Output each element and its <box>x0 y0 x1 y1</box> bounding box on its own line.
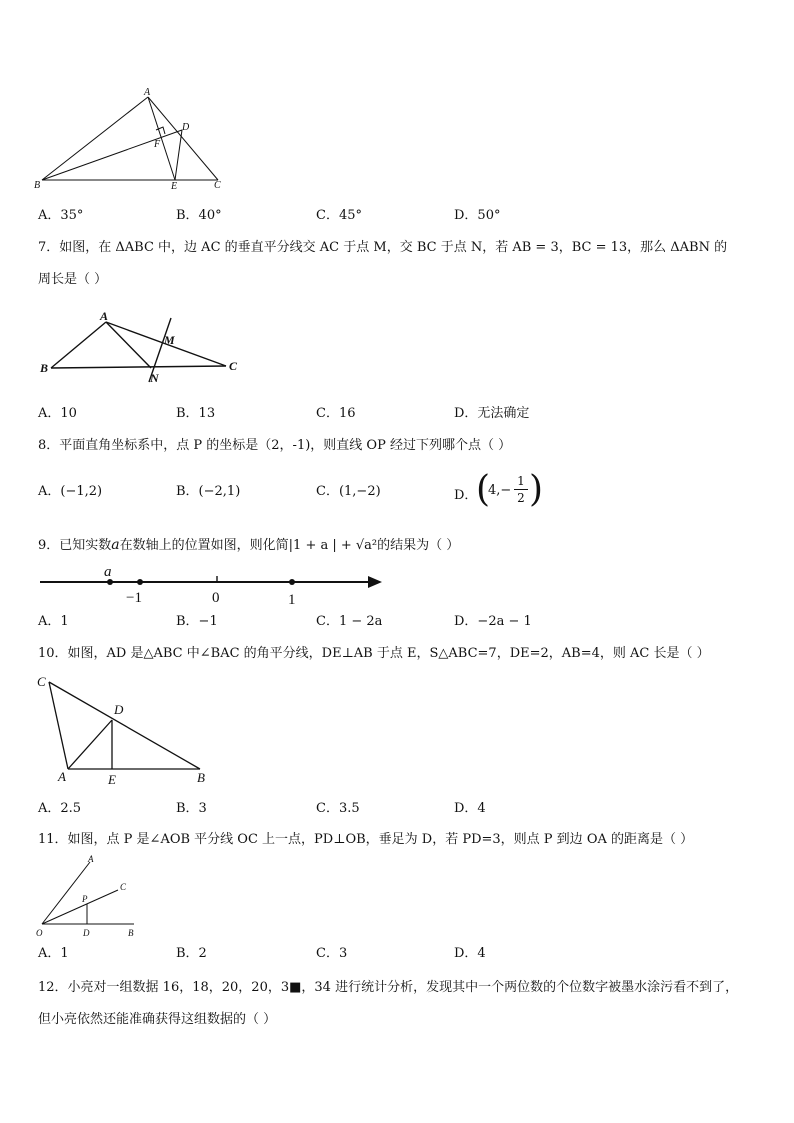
q6-label-a: A <box>144 87 151 98</box>
q10-option-d[interactable]: D．4 <box>454 801 486 816</box>
q11-label-c: C <box>120 882 127 892</box>
q8-option-c[interactable]: C．(1,−2) <box>316 484 381 499</box>
q11-stem: 11．如图，点 P 是∠AOB 平分线 OC 上一点，PD⊥OB，垂足为 D，若 PD=3，则点 P 到边 OA 的距离是（ ） <box>38 832 694 847</box>
q6-option-c[interactable]: C．45° <box>316 208 362 223</box>
q6-label-e: E <box>171 181 178 192</box>
q9-axis-label-1: 1 <box>288 592 296 608</box>
q7-stem-line2: 周长是（ ） <box>38 272 108 287</box>
q12-stem-line2: 但小亮依然还能准确获得这组数据的（ ） <box>38 1012 277 1027</box>
q7-option-b[interactable]: B．13 <box>176 406 216 421</box>
q8-option-d-numerator: 1 <box>514 473 528 490</box>
q6-option-a[interactable]: A．35° <box>38 208 84 223</box>
q7-triangle-figure <box>36 308 246 388</box>
q8-option-d-prefix: 4,− <box>488 483 512 498</box>
q11-label-d: D <box>83 928 90 938</box>
q9-option-b[interactable]: B．−1 <box>176 614 218 629</box>
q8-option-d-label: D． <box>454 488 478 503</box>
q10-option-a[interactable]: A．2.5 <box>38 801 82 816</box>
q9-option-a[interactable]: A．1 <box>38 614 69 629</box>
q10-label-c: C <box>37 674 46 689</box>
q7-label-c: C <box>229 359 238 373</box>
q9-stem <box>38 535 459 556</box>
q10-label-d: D <box>114 702 124 717</box>
q12-stem-line1: 12．小亮对一组数据 16，18，20，20，3■，34 进行统计分析，发现其中一个两位数的个位数字被墨水涂污看不到了， <box>38 980 739 995</box>
q10-label-e: E <box>108 772 116 787</box>
q7-label-n: N <box>150 371 159 385</box>
q9-axis-label-0: 0 <box>212 590 220 606</box>
q11-option-c[interactable]: C．3 <box>316 946 348 961</box>
q9-option-d[interactable]: D．−2a − 1 <box>454 614 532 629</box>
q8-option-a[interactable]: A．(−1,2) <box>38 484 103 499</box>
q11-option-b[interactable]: B．2 <box>176 946 207 961</box>
q10-stem: 10．如图，AD 是△ABC 中∠BAC 的角平分线，DE⊥AB 于点 E，S△ABC=7，DE=2，AB=4，则 AC 长是（ ） <box>38 646 710 661</box>
q7-option-d[interactable]: D．无法确定 <box>454 406 530 421</box>
q7-label-m: M <box>164 333 175 347</box>
q8-option-d-denominator: 2 <box>517 491 525 505</box>
q7-label-b: B <box>40 361 49 375</box>
q6-label-c: C <box>214 180 221 191</box>
q9-axis-label-neg1: −1 <box>126 590 142 606</box>
q8-option-d-fraction <box>514 473 528 506</box>
q8-stem: 8．平面直角坐标系中，点 P 的坐标是（2，-1)，则直线 OP 经过下列哪个点（ ） <box>38 438 512 453</box>
q9-var: a <box>111 537 120 553</box>
q7-label-a: A <box>100 309 109 323</box>
q9-axis-label-a: a <box>104 564 112 580</box>
q8-option-d-paren-close: ) <box>529 469 544 510</box>
q8-option-d-paren-open: ( <box>476 469 491 510</box>
q9-number-line <box>36 562 386 610</box>
q6-label-b: B <box>34 180 41 191</box>
q11-angle-figure <box>34 852 144 942</box>
q6-label-f: F <box>154 139 161 150</box>
q7-option-c[interactable]: C．16 <box>316 406 356 421</box>
q9-stem-middle: 在数轴上的位置如图，则化简 <box>119 538 289 553</box>
q11-label-a: A <box>88 854 94 864</box>
q9-option-c[interactable]: C．1 − 2a <box>316 614 383 629</box>
q10-triangle-figure <box>30 670 220 792</box>
q7-option-a[interactable]: A．10 <box>38 406 77 421</box>
q6-triangle-figure <box>30 85 230 195</box>
q11-option-a[interactable]: A．1 <box>38 946 69 961</box>
q10-label-a: A <box>58 769 66 784</box>
q11-label-b: B <box>128 928 134 938</box>
q9-stem-before: 9．已知实数 <box>38 538 112 553</box>
q11-option-d[interactable]: D．4 <box>454 946 486 961</box>
q9-expr: |1 + a | + √a² <box>288 538 378 553</box>
q9-stem-after: 的结果为（ ） <box>377 538 460 553</box>
q6-option-d[interactable]: D．50° <box>454 208 501 223</box>
q11-label-p: P <box>82 894 88 904</box>
q11-label-o: O <box>36 928 43 938</box>
q6-label-d: D <box>182 122 190 133</box>
q10-option-c[interactable]: C．3.5 <box>316 801 360 816</box>
q10-option-b[interactable]: B．3 <box>176 801 207 816</box>
q7-stem-line1: 7．如图，在 ΔABC 中，边 AC 的垂直平分线交 AC 于点 M，交 BC 于点 N，若 AB = 3，BC = 13，那么 ΔABN 的 <box>38 240 728 255</box>
q6-option-b[interactable]: B．40° <box>176 208 222 223</box>
q10-label-b: B <box>197 770 205 785</box>
q8-option-b[interactable]: B．(−2,1) <box>176 484 241 499</box>
